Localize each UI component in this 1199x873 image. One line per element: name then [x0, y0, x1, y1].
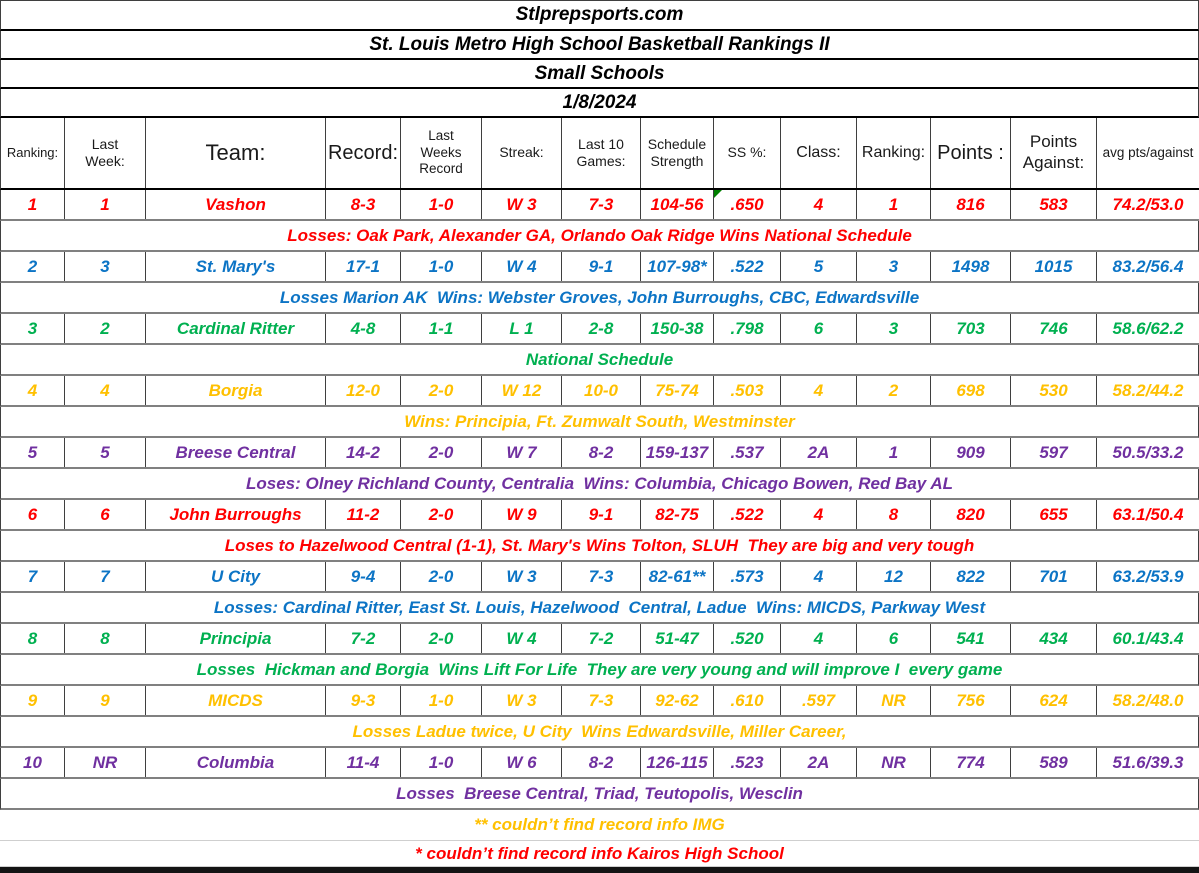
- col-header-team: Team:: [146, 118, 326, 188]
- state-ranking-cell: 6: [857, 624, 931, 653]
- team-name-cell: St. Mary's: [146, 252, 326, 281]
- record-cell: 4-8: [326, 314, 401, 343]
- last-10-games-cell: 8-2: [562, 438, 641, 467]
- schedule-strength-cell: 51-47: [641, 624, 714, 653]
- last-10-games-cell: 10-0: [562, 376, 641, 405]
- streak-cell: W 4: [482, 252, 562, 281]
- col-header-last-weeks-record: Last Weeks Record: [401, 118, 482, 188]
- schedule-strength-cell: 92-62: [641, 686, 714, 715]
- streak-cell: W 3: [482, 562, 562, 591]
- state-ranking-cell: 1: [857, 190, 931, 219]
- record-cell: 17-1: [326, 252, 401, 281]
- avg-pts-against-cell: 58.2/44.2: [1097, 376, 1199, 405]
- state-ranking-cell: NR: [857, 686, 931, 715]
- class-cell: 4: [781, 562, 857, 591]
- team-row: [0, 252, 1199, 283]
- record-cell: 11-4: [326, 748, 401, 777]
- col-header-last-week: Last Week:: [65, 118, 146, 188]
- team-name-cell: Borgia: [146, 376, 326, 405]
- state-ranking-cell: 8: [857, 500, 931, 529]
- class-cell: 5: [781, 252, 857, 281]
- last-week-cell: 2: [65, 314, 146, 343]
- ranking-cell: 8: [1, 624, 65, 653]
- state-ranking-cell: 1: [857, 438, 931, 467]
- team-name-cell: Principia: [146, 624, 326, 653]
- avg-pts-against-cell: 74.2/53.0: [1097, 190, 1199, 219]
- last-10-games-cell: 7-2: [562, 624, 641, 653]
- schedule-strength-cell: 82-61**: [641, 562, 714, 591]
- points-against-cell: 530: [1011, 376, 1097, 405]
- schedule-strength-cell: 75-74: [641, 376, 714, 405]
- points-cell: 703: [931, 314, 1011, 343]
- points-cell: 816: [931, 190, 1011, 219]
- col-header-record: Record:: [326, 118, 401, 188]
- record-cell: 9-3: [326, 686, 401, 715]
- schedule-strength-cell: 126-115: [641, 748, 714, 777]
- col-header-ranking: Ranking:: [1, 118, 65, 188]
- points-against-cell: 1015: [1011, 252, 1097, 281]
- state-ranking-cell: 3: [857, 252, 931, 281]
- team-row: [0, 686, 1199, 717]
- ranking-cell: 10: [1, 748, 65, 777]
- points-cell: 774: [931, 748, 1011, 777]
- col-header-ss-pct: SS %:: [714, 118, 781, 188]
- class-cell: 4: [781, 500, 857, 529]
- col-header-class: Class:: [781, 118, 857, 188]
- col-header-points-against: Points Against:: [1011, 118, 1097, 188]
- last-10-games-cell: 7-3: [562, 562, 641, 591]
- points-cell: 1498: [931, 252, 1011, 281]
- ranking-cell: 1: [1, 190, 65, 219]
- page-title: St. Louis Metro High School Basketball Rankings II: [0, 31, 1199, 60]
- streak-cell: W 9: [482, 500, 562, 529]
- schedule-strength-cell: 159-137: [641, 438, 714, 467]
- bottom-border-bar: [0, 867, 1199, 873]
- avg-pts-against-cell: 63.2/53.9: [1097, 562, 1199, 591]
- last-10-games-cell: 9-1: [562, 252, 641, 281]
- points-cell: 756: [931, 686, 1011, 715]
- team-name-cell: John Burroughs: [146, 500, 326, 529]
- class-cell: .597: [781, 686, 857, 715]
- last-weeks-record-cell: 2-0: [401, 500, 482, 529]
- points-against-cell: 746: [1011, 314, 1097, 343]
- last-weeks-record-cell: 1-0: [401, 190, 482, 219]
- last-weeks-record-cell: 1-0: [401, 252, 482, 281]
- points-against-cell: 701: [1011, 562, 1097, 591]
- ranking-cell: 5: [1, 438, 65, 467]
- team-row: [0, 314, 1199, 345]
- schedule-strength-cell: 107-98*: [641, 252, 714, 281]
- ss-pct-cell: .650: [714, 190, 781, 219]
- team-note-row: Losses: Cardinal Ritter, East St. Louis, Hazelwood Central, Ladue Wins: MICDS, Parkway West: [0, 593, 1199, 624]
- last-week-cell: 5: [65, 438, 146, 467]
- ranking-cell: 9: [1, 686, 65, 715]
- team-row: [0, 438, 1199, 469]
- col-header-last-10-games: Last 10 Games:: [562, 118, 641, 188]
- team-row: [0, 748, 1199, 779]
- points-against-cell: 589: [1011, 748, 1097, 777]
- last-week-cell: NR: [65, 748, 146, 777]
- avg-pts-against-cell: 58.2/48.0: [1097, 686, 1199, 715]
- team-note-row: Loses to Hazelwood Central (1-1), St. Mary's Wins Tolton, SLUH They are big and very tough: [0, 531, 1199, 562]
- record-cell: 8-3: [326, 190, 401, 219]
- points-against-cell: 597: [1011, 438, 1097, 467]
- record-cell: 14-2: [326, 438, 401, 467]
- team-row: [0, 500, 1199, 531]
- avg-pts-against-cell: 83.2/56.4: [1097, 252, 1199, 281]
- last-weeks-record-cell: 2-0: [401, 376, 482, 405]
- streak-cell: W 12: [482, 376, 562, 405]
- state-ranking-cell: 2: [857, 376, 931, 405]
- last-week-cell: 3: [65, 252, 146, 281]
- class-cell: 4: [781, 376, 857, 405]
- last-weeks-record-cell: 1-1: [401, 314, 482, 343]
- last-10-games-cell: 7-3: [562, 686, 641, 715]
- record-cell: 9-4: [326, 562, 401, 591]
- team-row: [0, 624, 1199, 655]
- last-weeks-record-cell: 2-0: [401, 624, 482, 653]
- record-cell: 11-2: [326, 500, 401, 529]
- ss-pct-cell: .523: [714, 748, 781, 777]
- ranking-cell: 4: [1, 376, 65, 405]
- last-weeks-record-cell: 2-0: [401, 562, 482, 591]
- avg-pts-against-cell: 50.5/33.2: [1097, 438, 1199, 467]
- team-note-row: Wins: Principia, Ft. Zumwalt South, Westminster: [0, 407, 1199, 438]
- points-against-cell: 583: [1011, 190, 1097, 219]
- points-cell: 822: [931, 562, 1011, 591]
- ss-pct-cell: .520: [714, 624, 781, 653]
- team-name-cell: Vashon: [146, 190, 326, 219]
- last-10-games-cell: 8-2: [562, 748, 641, 777]
- last-weeks-record-cell: 1-0: [401, 748, 482, 777]
- footnote-kairos: * couldn’t find record info Kairos High School: [0, 841, 1199, 867]
- streak-cell: W 7: [482, 438, 562, 467]
- col-header-state-ranking: Ranking:: [857, 118, 931, 188]
- schedule-strength-cell: 82-75: [641, 500, 714, 529]
- ss-pct-cell: .610: [714, 686, 781, 715]
- site-title: Stlprepsports.com: [0, 1, 1199, 31]
- ss-pct-cell: .522: [714, 252, 781, 281]
- state-ranking-cell: NR: [857, 748, 931, 777]
- ss-pct-cell: .798: [714, 314, 781, 343]
- team-note-row: Loses: Olney Richland County, Centralia Wins: Columbia, Chicago Bowen, Red Bay AL: [0, 469, 1199, 500]
- record-cell: 12-0: [326, 376, 401, 405]
- streak-cell: W 3: [482, 190, 562, 219]
- ss-pct-cell: .503: [714, 376, 781, 405]
- team-name-cell: Breese Central: [146, 438, 326, 467]
- points-against-cell: 434: [1011, 624, 1097, 653]
- subtitle-small-schools: Small Schools: [0, 60, 1199, 89]
- date-row: 1/8/2024: [0, 89, 1199, 118]
- column-header-row: [0, 118, 1199, 190]
- ss-pct-cell: .573: [714, 562, 781, 591]
- last-weeks-record-cell: 2-0: [401, 438, 482, 467]
- schedule-strength-cell: 150-38: [641, 314, 714, 343]
- streak-cell: W 6: [482, 748, 562, 777]
- col-header-points: Points :: [931, 118, 1011, 188]
- ranking-cell: 2: [1, 252, 65, 281]
- team-note-row: National Schedule: [0, 345, 1199, 376]
- last-week-cell: 4: [65, 376, 146, 405]
- team-name-cell: U City: [146, 562, 326, 591]
- avg-pts-against-cell: 60.1/43.4: [1097, 624, 1199, 653]
- schedule-strength-cell: 104-56: [641, 190, 714, 219]
- last-weeks-record-cell: 1-0: [401, 686, 482, 715]
- col-header-avg-pts-against: avg pts/against: [1097, 118, 1199, 188]
- team-row: [0, 190, 1199, 221]
- team-row: [0, 562, 1199, 593]
- team-name-cell: Cardinal Ritter: [146, 314, 326, 343]
- avg-pts-against-cell: 58.6/62.2: [1097, 314, 1199, 343]
- last-week-cell: 6: [65, 500, 146, 529]
- last-week-cell: 7: [65, 562, 146, 591]
- class-cell: 2A: [781, 438, 857, 467]
- class-cell: 2A: [781, 748, 857, 777]
- ranking-cell: 7: [1, 562, 65, 591]
- team-note-row: Losses Ladue twice, U City Wins Edwardsville, Miller Career,: [0, 717, 1199, 748]
- ranking-cell: 6: [1, 500, 65, 529]
- streak-cell: W 3: [482, 686, 562, 715]
- state-ranking-cell: 12: [857, 562, 931, 591]
- team-note-row: Losses: Oak Park, Alexander GA, Orlando Oak Ridge Wins National Schedule: [0, 221, 1199, 252]
- footnote-img: ** couldn’t find record info IMG: [0, 810, 1199, 841]
- points-against-cell: 624: [1011, 686, 1097, 715]
- team-note-row: Losses Marion AK Wins: Webster Groves, John Burroughs, CBC, Edwardsville: [0, 283, 1199, 314]
- points-cell: 909: [931, 438, 1011, 467]
- last-10-games-cell: 9-1: [562, 500, 641, 529]
- team-note-row: Losses Hickman and Borgia Wins Lift For Life They are very young and will improve I every game: [0, 655, 1199, 686]
- class-cell: 4: [781, 624, 857, 653]
- state-ranking-cell: 3: [857, 314, 931, 343]
- class-cell: 4: [781, 190, 857, 219]
- points-cell: 698: [931, 376, 1011, 405]
- team-row: [0, 376, 1199, 407]
- last-week-cell: 9: [65, 686, 146, 715]
- team-rows-container: [0, 190, 1199, 810]
- streak-cell: W 4: [482, 624, 562, 653]
- col-header-schedule-strength: Schedule Strength: [641, 118, 714, 188]
- team-name-cell: Columbia: [146, 748, 326, 777]
- record-cell: 7-2: [326, 624, 401, 653]
- ss-pct-cell: .537: [714, 438, 781, 467]
- team-note-row: Losses Breese Central, Triad, Teutopolis, Wesclin: [0, 779, 1199, 810]
- team-name-cell: MICDS: [146, 686, 326, 715]
- ss-pct-cell: .522: [714, 500, 781, 529]
- last-10-games-cell: 2-8: [562, 314, 641, 343]
- ranking-cell: 3: [1, 314, 65, 343]
- streak-cell: L 1: [482, 314, 562, 343]
- last-10-games-cell: 7-3: [562, 190, 641, 219]
- class-cell: 6: [781, 314, 857, 343]
- avg-pts-against-cell: 63.1/50.4: [1097, 500, 1199, 529]
- points-against-cell: 655: [1011, 500, 1097, 529]
- points-cell: 820: [931, 500, 1011, 529]
- col-header-streak: Streak:: [482, 118, 562, 188]
- avg-pts-against-cell: 51.6/39.3: [1097, 748, 1199, 777]
- last-week-cell: 1: [65, 190, 146, 219]
- last-week-cell: 8: [65, 624, 146, 653]
- points-cell: 541: [931, 624, 1011, 653]
